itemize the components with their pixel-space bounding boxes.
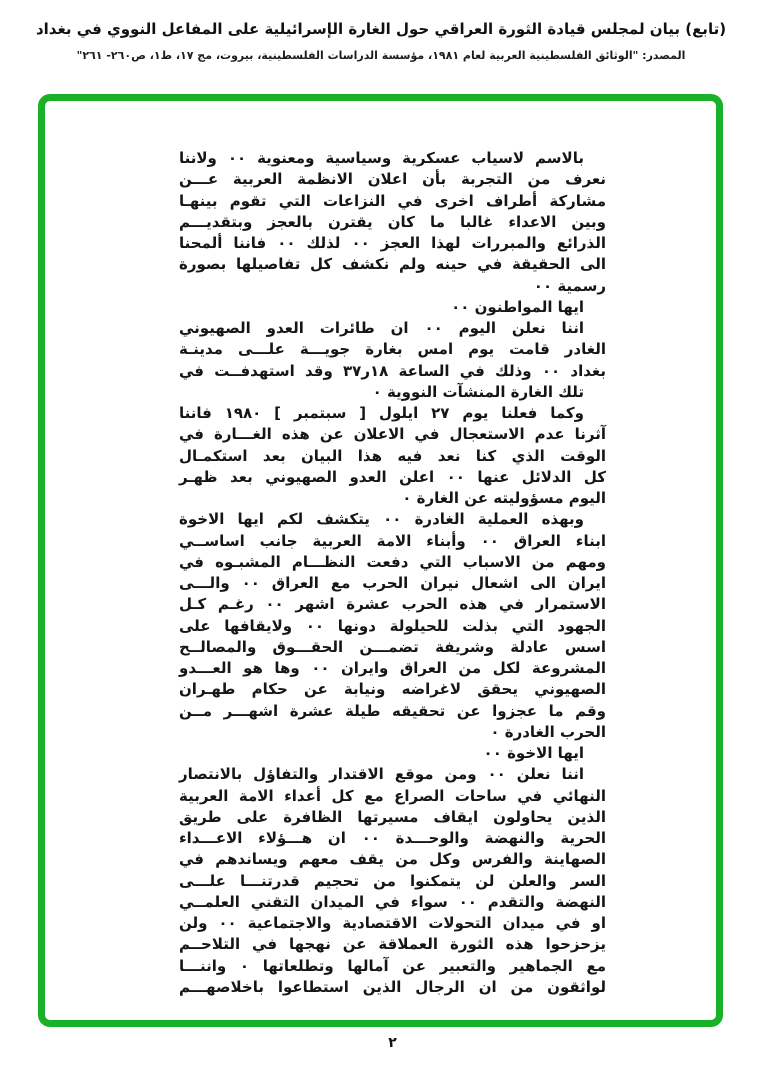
text-line: يزحزحوا هذه الثورة العملاقة عن نهجها في التلاحــم bbox=[179, 935, 606, 954]
text-line: الذرائع والمبررات لهذا العجز ٠٠ لذلك ٠٠ فاننا ألمحنا bbox=[179, 234, 606, 252]
text-line: وكما فعلنا يوم ٢٧ ايلول [ سبتمبر ] ١٩٨٠ فاننا bbox=[179, 404, 584, 422]
text-line: او في ميدان التحولات الاقتصادية والاجتماعية ٠٠ ولن bbox=[179, 914, 606, 932]
text-line: رسمية ٠٠ bbox=[533, 276, 606, 295]
text-line: الصهاينة والفرس وكل من يقف معهم ويساندهم في bbox=[179, 850, 606, 869]
text-line: آثرنا عدم الاستعجال في الاعلان عن هذه الغـــارة في bbox=[179, 425, 606, 444]
page-title: (تابع) بيان لمجلس قيادة الثورة العراقي حول الغارة الإسرائيلية على المفاعل النووي في بغداد bbox=[35, 20, 727, 38]
text-line: ابناء العراق ٠٠ وأبناء الامة العربية جانب اساســي bbox=[179, 531, 606, 550]
text-line: النهضة والتقدم ٠٠ سواء في الميدان التقني العلمــي bbox=[179, 892, 606, 911]
text-line: اننا نعلن ٠٠ ومن موقع الاقتدار والتفاؤل بالانتصار bbox=[179, 765, 584, 784]
source-line: المصدر: "الوثائق الفلسطينية العربية لعام ١٩٨١، مؤسسة الدراسات الفلسطينية، بيروت، مج ١٧، ط١، ص٢٦٠- ٢٦١" bbox=[76, 49, 686, 62]
text-line: مشاركة أطراف اخرى في النزاعات التي تقوم بينهـا bbox=[179, 191, 606, 210]
text-line: الذين يحاولون ايقاف مسيرتها الظافرة على طريق bbox=[179, 807, 606, 826]
text-line: السر والعلن لن يتمكنوا من تحجيم قدرتنـــا علـــى bbox=[179, 871, 606, 890]
text-line: اليوم مسؤوليته عن الغارة ٠ bbox=[402, 489, 606, 507]
text-line: الى الحقيقة في حينه ولم نكشف كل تفاصيلها بصورة bbox=[179, 255, 606, 274]
text-line: وبهذه العملية الغادرة ٠٠ يتكشف لكم ايها الاخوة bbox=[179, 510, 584, 529]
text-line: وقم ما عجزوا عن تحقيقه طيلة عشرة اشهـــر مــن bbox=[179, 701, 606, 720]
text-line: ايها المواطنون ٠٠ bbox=[451, 297, 584, 316]
text-line: اننا نعلن اليوم ٠٠ ان طائرات العدو الصهيوني bbox=[179, 319, 584, 337]
text-line: لواثقون من ان الرجال الذين استطاعوا باخلاصهـــم bbox=[179, 977, 606, 996]
text-line: ايها الاخوة ٠٠ bbox=[483, 744, 584, 762]
text-line: ومهم من الاسباب التي دفعت النظـــام المشبـوه في bbox=[179, 552, 606, 571]
text-line: الصهيوني يحقق لاغراضه ونيابة عن حكام طهـران bbox=[179, 680, 606, 699]
text-line: اسس عادلة وشريفة تضمـــن الحقـــوق والمصالــح bbox=[179, 637, 606, 656]
text-line: المشروعة لكل من العراق وايران ٠٠ وها هو العـــدو bbox=[179, 659, 607, 677]
text-line: الاستمرار في هذه الحرب عشرة اشهر ٠٠ رغـم كـل bbox=[179, 595, 606, 614]
text-line: بالاسم لاسياب عسكرية وسياسية ومعنوية ٠٠ ولاننا bbox=[179, 149, 584, 167]
text-line: النهائي في ساحات الصراع مع كل أعداء الامة العربية bbox=[179, 786, 606, 805]
text-line: الوقت الذي كنا نعد فيه هذا البيان بعد استكمـال bbox=[179, 446, 606, 465]
text-line: نعرف من التجربة بأن اعلان الانظمة العربية عـــن bbox=[179, 170, 606, 189]
text-line: الحرية والنهضة والوحـــدة ٠٠ ان هـــؤلاء الاعـــداء bbox=[179, 829, 606, 847]
text-line: تلك الغارة المنشآت النووية ٠ bbox=[372, 382, 584, 401]
text-line: ايران الى اشعال نيران الحرب مع العراق ٠٠ والـــى bbox=[179, 574, 606, 592]
text-line: كل الدلائل عنها ٠٠ اعلن العدو الصهيوني بعد ظهـر bbox=[179, 467, 606, 486]
page-number: ٢ bbox=[388, 1035, 397, 1051]
text-line: وبين الاعداء غالبا ما كان يقترن بالعجز وبتقديـــم bbox=[179, 212, 606, 231]
text-line: مع الجماهير والتعبير عن آمالها وتطلعاتها ٠ واننـــا bbox=[179, 956, 606, 975]
document-body-text bbox=[179, 148, 606, 998]
text-line: بغداد ٠٠ وذلك في الساعة ١٨ر٣٧ وقد استهدفــت في bbox=[179, 361, 606, 380]
text-line: الجهود التي بذلت للحيلولة دونها ٠٠ ولايقافها على bbox=[179, 616, 606, 635]
page-header bbox=[0, 20, 762, 62]
text-line: الحرب الغادرة ٠ bbox=[490, 722, 606, 741]
text-line: الغادر قامت يوم امس بغارة جويـــة علـــى مدينـة bbox=[179, 340, 606, 359]
